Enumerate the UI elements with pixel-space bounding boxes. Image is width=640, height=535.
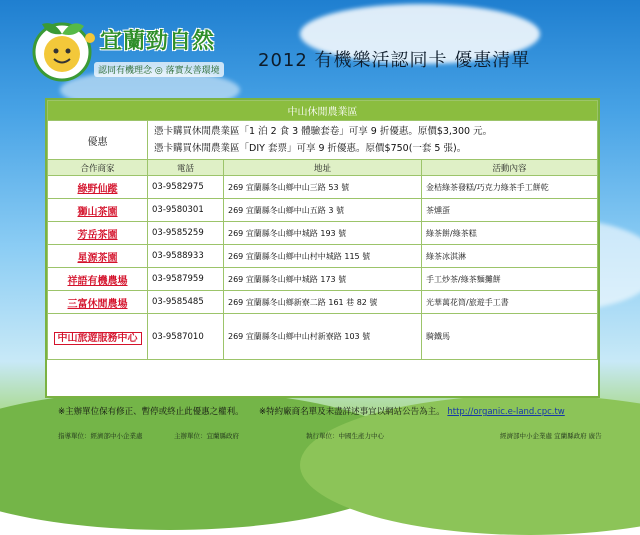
merchant-phone: 03-9585485 — [148, 291, 224, 314]
merchant-address: 269 宜蘭縣冬山鄉中城路 193 號 — [224, 222, 422, 245]
merchant-address: 269 宜蘭縣冬山鄉中山五路 3 號 — [224, 199, 422, 222]
disclaimer-note — [58, 405, 565, 417]
footer-guidance: 指導單位：經濟部中小企業處 — [58, 432, 143, 440]
disclaimer-text: ※主辦單位保有修正、暫停或終止此優惠之權利。 — [58, 407, 244, 417]
merchant-phone: 03-9587010 — [148, 314, 224, 360]
merchant-phone: 03-9582975 — [148, 176, 224, 199]
merchant-address: 269 宜蘭縣冬山鄉新寮二路 161 巷 82 號 — [224, 291, 422, 314]
merchant-name[interactable]: 芳岳茶園 — [48, 222, 148, 245]
merchant-name[interactable]: 祥語有機農場 — [48, 268, 148, 291]
merchant-activity: 茶燻蛋 — [422, 199, 598, 222]
footer-ad: 經濟部中小企業處 宜蘭縣政府 廣告 — [500, 432, 602, 440]
table-row — [48, 314, 598, 360]
table-row — [48, 199, 598, 222]
merchant-phone: 03-9580301 — [148, 199, 224, 222]
table-row — [48, 291, 598, 314]
merchant-activity: 綠茶餅/綠茶糕 — [422, 222, 598, 245]
page-title: 2012 有機樂活認同卡 優惠清單 — [258, 50, 531, 71]
merchant-phone: 03-9587959 — [148, 268, 224, 291]
merchant-name[interactable]: 中山旅遊服務中心 — [54, 332, 142, 345]
logo — [24, 16, 234, 86]
merchant-phone: 03-9588933 — [148, 245, 224, 268]
merchant-activity: 騎鐵馬 — [422, 314, 598, 360]
table-row — [48, 245, 598, 268]
footer — [0, 425, 640, 452]
leaf-sun-logo-icon — [24, 16, 100, 86]
table-row — [48, 176, 598, 199]
area-header-row — [48, 101, 598, 121]
footer-executor: 執行單位：中國生產力中心 — [306, 432, 384, 440]
merchant-activity: 綠茶冰淇淋 — [422, 245, 598, 268]
merchant-name[interactable]: 星源茶園 — [48, 245, 148, 268]
merchant-name[interactable]: 三富休閒農場 — [48, 291, 148, 314]
offer-label: 優惠 — [48, 121, 148, 160]
table-row — [48, 268, 598, 291]
merchant-address: 269 宜蘭縣冬山鄉中山村新寮路 103 號 — [224, 314, 422, 360]
column-header-phone: 電話 — [148, 160, 224, 176]
merchant-activity: 手工炒茶/綠茶麵攤餅 — [422, 268, 598, 291]
website-link[interactable]: http://organic.e-land.cpc.tw — [447, 407, 565, 417]
merchant-phone: 03-9585259 — [148, 222, 224, 245]
table-row — [48, 222, 598, 245]
column-header-address: 地址 — [224, 160, 422, 176]
merchant-activity: 金桔綠茶發糕/巧克力綠茶手工餅乾 — [422, 176, 598, 199]
merchant-address: 269 宜蘭縣冬山鄉中山三路 53 號 — [224, 176, 422, 199]
merchant-name[interactable]: 獅山茶園 — [48, 199, 148, 222]
offer-text — [148, 121, 598, 160]
website-notice-text: ※特約廠商名單及未盡詳述事宜以網站公告為主。 — [259, 407, 445, 417]
offer-panel — [45, 98, 600, 398]
offer-row — [48, 121, 598, 160]
area-name: 中山休閒農業區 — [48, 101, 598, 121]
offer-line-1: 憑卡購買休閒農業區「1 泊 2 食 3 體驗套卷」可享 9 折優惠。原價$3,300 元。 — [154, 126, 493, 137]
merchant-address: 269 宜蘭縣冬山鄉中山村中城路 115 號 — [224, 245, 422, 268]
logo-subtitle: 認同有機理念 ◎ 落實友善環境 — [94, 62, 224, 77]
offer-table — [47, 100, 598, 360]
column-header-merchant: 合作商家 — [48, 160, 148, 176]
footer-organizer: 主辦單位：宜蘭縣政府 — [174, 432, 239, 440]
merchant-name[interactable]: 綠野仙蹤 — [48, 176, 148, 199]
merchant-activity: 光華萬花筒/旅遊手工書 — [422, 291, 598, 314]
merchant-name-cell — [48, 314, 148, 360]
merchant-address: 269 宜蘭縣冬山鄉中城路 173 號 — [224, 268, 422, 291]
offer-line-2: 憑卡購買休閒農業區「DIY 套票」可享 9 折優惠。原價$750(一套 5 張)。 — [154, 143, 467, 154]
column-header-activity: 活動內容 — [422, 160, 598, 176]
logo-title: 宜蘭勁自然 — [100, 28, 216, 54]
column-header-row — [48, 160, 598, 176]
